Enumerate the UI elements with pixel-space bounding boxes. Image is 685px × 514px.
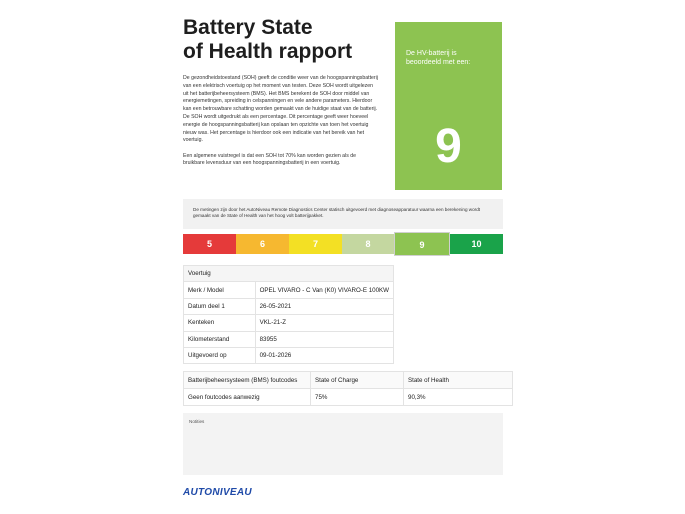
logo-text: AUTONIVEAU xyxy=(183,487,252,498)
measurement-info xyxy=(183,199,503,229)
bms-soh-value: 90,3% xyxy=(404,389,513,406)
scale-cell-6: 6 xyxy=(236,234,289,254)
vehicle-table xyxy=(183,265,394,364)
score-value: 9 xyxy=(435,120,462,173)
table-row xyxy=(184,282,394,298)
score-label: De HV-batterij is beoordeeld met een: xyxy=(406,50,471,66)
notes-label: Notities xyxy=(189,419,205,424)
table-row xyxy=(184,372,513,389)
notes-box xyxy=(183,413,503,475)
vehicle-table-header: Voertuig xyxy=(184,266,394,282)
table-row xyxy=(184,389,513,406)
soh-scale xyxy=(183,234,503,254)
vehicle-value: 26-05-2021 xyxy=(255,298,393,314)
scale-cell-7: 7 xyxy=(289,234,342,254)
vehicle-key: Kilometerstand xyxy=(184,331,256,347)
vehicle-key: Merk / Model xyxy=(184,282,256,298)
table-row xyxy=(184,347,394,363)
scale-cell-8: 8 xyxy=(342,234,394,254)
vehicle-value: OPEL VIVARO - C Van (K0) VIVARO-E 100KW xyxy=(255,282,393,298)
vehicle-value: VKL-21-Z xyxy=(255,315,393,331)
bms-header-soc: State of Charge xyxy=(311,372,404,389)
autoniveau-logo xyxy=(183,486,253,500)
measurement-info-text: De metingen zijn door het AutoNiveau Remote Diagnostics Center statisch uitgevoerd met diagnoseapparatuur waarna een berekening wordt gemaakt van de State of Health van het hoog volt batterijpakket. xyxy=(193,207,481,219)
report-title xyxy=(183,16,383,64)
score-box xyxy=(395,22,502,190)
vehicle-key: Uitgevoerd op xyxy=(184,347,256,363)
scale-cell-9: 9 xyxy=(394,232,450,256)
intro-text xyxy=(183,75,378,176)
table-row xyxy=(184,266,394,282)
table-row xyxy=(184,315,394,331)
report-title-line-2: of Health rapport xyxy=(183,40,353,63)
vehicle-key: Kenteken xyxy=(184,315,256,331)
bms-soc-value: 75% xyxy=(311,389,404,406)
scale-cell-5: 5 xyxy=(183,234,236,254)
bms-header-soh: State of Health xyxy=(404,372,513,389)
intro-paragraph-2: Een algemene vuistregel is dat een SOH tot 70% kan worden gezien als de bruikbare levensduur van een hoogspanningsbatterij in een voertuig. xyxy=(183,152,357,167)
table-row xyxy=(184,331,394,347)
table-row xyxy=(184,298,394,314)
vehicle-value: 83955 xyxy=(255,331,393,347)
scale-cell-10: 10 xyxy=(450,234,503,254)
bms-table xyxy=(183,371,513,406)
bms-faultcodes-value: Geen foutcodes aanwezig xyxy=(184,389,311,406)
report-title-line-1: Battery State xyxy=(183,16,313,39)
vehicle-value: 09-01-2026 xyxy=(255,347,393,363)
bms-header-faultcodes: Batterijbeheersysteem (BMS) foutcodes xyxy=(184,372,311,389)
vehicle-key: Datum deel 1 xyxy=(184,298,256,314)
intro-paragraph-1: De gezondheidstoestand (SOH) geeft de conditie weer van de hoogspanningsbatterij van een elektrisch voertuig op het moment van testen. Deze SOH wordt uitgelezen uit het batterijbeheersysteem (BMS). Het BMS berekent de SOH door middel van energiemetingen, spreiding in celspanningen en vele andere parameters. Hierdoor kan een betrouwbare schatting worden gemaakt van de huidige staat van de batterij. De SOH wordt uitgedrukt als een percentage. Dit percentage geeft weer hoeveel energie de hoogspanningsbatterij kan opslaan ten opzichte van toen het voertuig nieuw was. Het percentage is hierdoor ook een indicatie van het bereik van het voertuig. xyxy=(183,75,378,144)
